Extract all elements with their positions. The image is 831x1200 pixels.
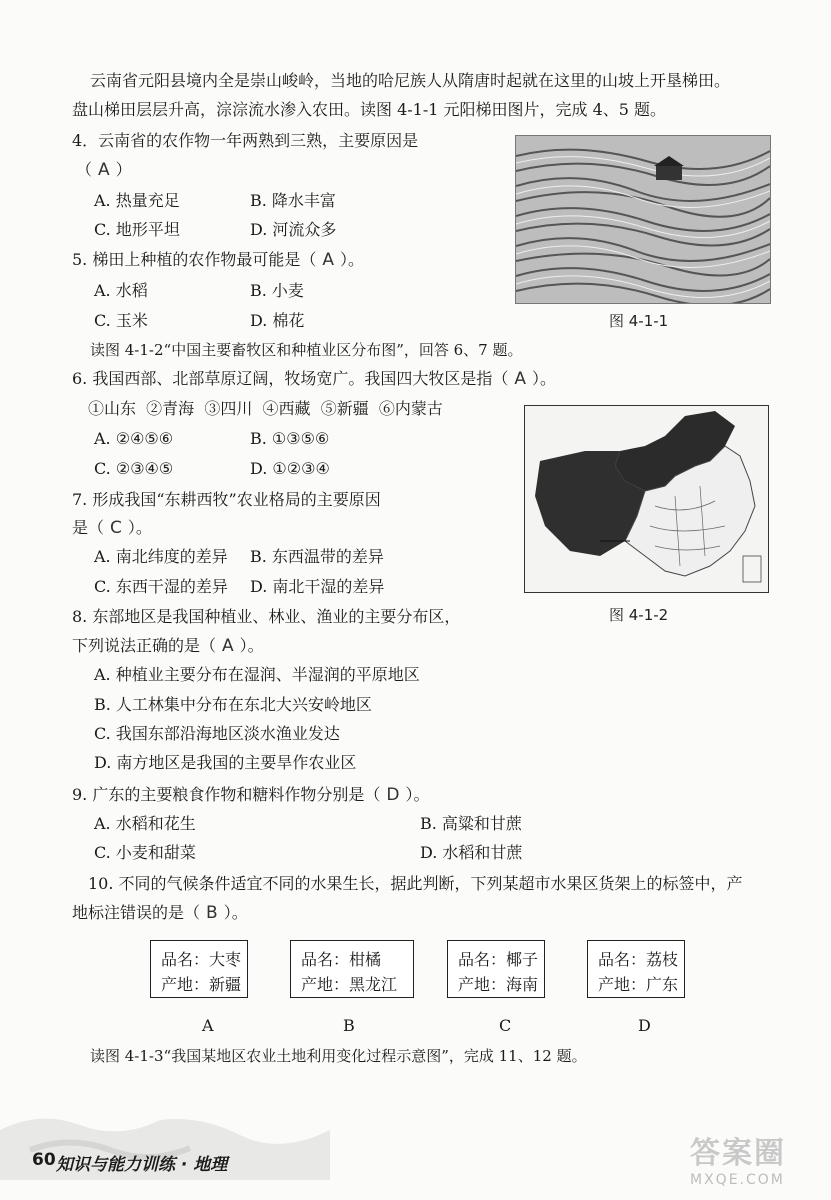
fruit-label-card xyxy=(447,940,545,998)
watermark-url: MXQE.COM xyxy=(690,1172,785,1188)
q5-option-d: D. 棉花 xyxy=(250,311,305,330)
q6-stem xyxy=(72,368,556,390)
china-map-illustration xyxy=(525,406,768,592)
fruit-name: 品名：椰子 xyxy=(458,950,539,969)
q6-stem-text: 6. 我国西部、北部草原辽阔，牧场宽广。我国四大牧区是指（ xyxy=(72,369,509,388)
q8-option-b: B. 人工林集中分布在东北大兴安岭地区 xyxy=(94,695,372,714)
q7-stem2-text: 是（ xyxy=(72,518,105,537)
q10-stem: 10. 不同的气候条件适宜不同的水果生长，据此判断，下列某超市水果区货架上的标签中，产 xyxy=(88,874,743,893)
q8-option-d: D. 南方地区是我国的主要旱作农业区 xyxy=(94,753,357,772)
card-letter-a: A xyxy=(202,1016,214,1035)
card-letter-b: B xyxy=(343,1016,355,1035)
fruit-name: 品名：大枣 xyxy=(161,950,242,969)
q10-stem-end: ）。 xyxy=(223,903,248,922)
fruit-origin: 产地：黑龙江 xyxy=(301,975,398,994)
q5-option-c: C. 玉米 xyxy=(94,311,148,330)
read-figure-3: 读图 4-1-3“我国某地区农业土地利用变化过程示意图”，完成 11、12 题。 xyxy=(90,1047,587,1065)
q9-option-d: D. 水稻和甘蔗 xyxy=(420,843,523,862)
fruit-origin: 产地：新疆 xyxy=(161,975,242,994)
q7-stem-end: ）。 xyxy=(127,518,152,537)
fruit-label-card xyxy=(290,940,414,998)
q6-stem-end: ）。 xyxy=(532,369,557,388)
q4-option-c: C. 地形平坦 xyxy=(94,220,180,239)
fruit-name: 品名：柑橘 xyxy=(301,950,382,969)
q7-option-d: D. 南北干湿的差异 xyxy=(250,577,385,596)
terrace-photo-illustration xyxy=(516,136,770,303)
china-agriculture-map xyxy=(524,405,769,593)
q5-option-b: B. 小麦 xyxy=(250,281,304,300)
card-letter-c: C xyxy=(499,1016,512,1035)
q6-items: ①山东 ②青海 ③四川 ④西藏 ⑤新疆 ⑥内蒙古 xyxy=(88,399,443,418)
q4-option-a: A. 热量充足 xyxy=(94,191,180,210)
q4-stem: 4．云南省的农作物一年两熟到三熟，主要原因是 xyxy=(72,131,419,150)
q9-stem-end: ）。 xyxy=(405,785,430,804)
q7-stem: 7. 形成我国“东耕西牧”农业格局的主要原因 xyxy=(72,490,381,509)
q8-stem2-text: 下列说法正确的是（ xyxy=(72,636,217,655)
q6-option-c: C. ②③④⑤ xyxy=(94,459,174,478)
q9-option-c: C. 小麦和甜菜 xyxy=(94,843,196,862)
terrace-photo xyxy=(515,135,771,304)
q9-stem-text: 9. 广东的主要粮食作物和糖料作物分别是（ xyxy=(72,785,381,804)
q6-answer: A xyxy=(514,369,526,389)
page-number: 60 xyxy=(32,1150,56,1170)
q10-stem2-text: 地标注错误的是（ xyxy=(72,903,201,922)
fruit-origin: 产地：广东 xyxy=(598,975,679,994)
q5-answer: A xyxy=(322,250,334,270)
q7-option-c: C. 东西干湿的差异 xyxy=(94,577,228,596)
figure-4-1-1-caption: 图 4-1-1 xyxy=(609,312,669,330)
q6-option-b: B. ①③⑤⑥ xyxy=(250,429,330,448)
q7-stem-2 xyxy=(72,517,152,539)
q9-stem xyxy=(72,784,429,806)
q4-option-d: D. 河流众多 xyxy=(250,220,337,239)
card-letter-d: D xyxy=(638,1016,651,1035)
fruit-label-card xyxy=(150,940,248,998)
q5-stem-end: ）。 xyxy=(340,250,365,269)
figure-4-1-2-caption: 图 4-1-2 xyxy=(609,606,669,624)
q4-option-b: B. 降水丰富 xyxy=(250,191,336,210)
fruit-label-card xyxy=(587,940,685,998)
q5-stem xyxy=(72,249,364,271)
q9-option-b: B. 高粱和甘蔗 xyxy=(420,814,522,833)
q6-option-d: D. ①②③④ xyxy=(250,459,330,478)
q8-stem-2 xyxy=(72,635,264,657)
fruit-name: 品名：荔枝 xyxy=(598,950,679,969)
intro-line-1: 云南省元阳县境内全是崇山峻岭，当地的哈尼族人从隋唐时起就在这里的山坡上开垦梯田。 xyxy=(90,71,731,90)
q9-option-a: A. 水稻和花生 xyxy=(94,814,196,833)
q8-stem-end: ）。 xyxy=(239,636,264,655)
q6-option-a: A. ②④⑤⑥ xyxy=(94,429,174,448)
q4-answer-close: ） xyxy=(115,160,132,179)
watermark-logo xyxy=(690,1128,820,1194)
q8-option-c: C. 我国东部沿海地区淡水渔业发达 xyxy=(94,724,340,743)
q8-option-a: A. 种植业主要分布在湿润、半湿润的平原地区 xyxy=(94,665,420,684)
q5-option-a: A. 水稻 xyxy=(94,281,148,300)
q10-stem-2 xyxy=(72,902,248,924)
q4-answer-open: （ xyxy=(76,160,93,179)
watermark-text: 答案圈 xyxy=(690,1136,786,1171)
intro-line-2: 盘山梯田层层升高，淙淙流水渗入农田。读图 4-1-1 元阳梯田图片，完成 4、5 题。 xyxy=(72,100,667,119)
q7-answer: C xyxy=(110,518,122,538)
q4-answer-blank xyxy=(76,159,132,181)
q7-option-a: A. 南北纬度的差异 xyxy=(94,547,228,566)
fruit-origin: 产地：海南 xyxy=(458,975,539,994)
q4-answer: A xyxy=(98,160,110,180)
q8-answer: A xyxy=(222,636,234,656)
book-title: 知识与能力训练 · 地理 xyxy=(56,1155,228,1175)
q9-answer: D xyxy=(386,785,400,805)
q10-answer: B xyxy=(206,903,218,923)
q5-stem-text: 5. 梯田上种植的农作物最可能是（ xyxy=(72,250,317,269)
q8-stem: 8. 东部地区是我国种植业、林业、渔业的主要分布区， xyxy=(72,607,461,626)
read-figure-2: 读图 4-1-2“中国主要畜牧区和种植业区分布图”，回答 6、7 题。 xyxy=(90,341,523,359)
q7-option-b: B. 东西温带的差异 xyxy=(250,547,384,566)
